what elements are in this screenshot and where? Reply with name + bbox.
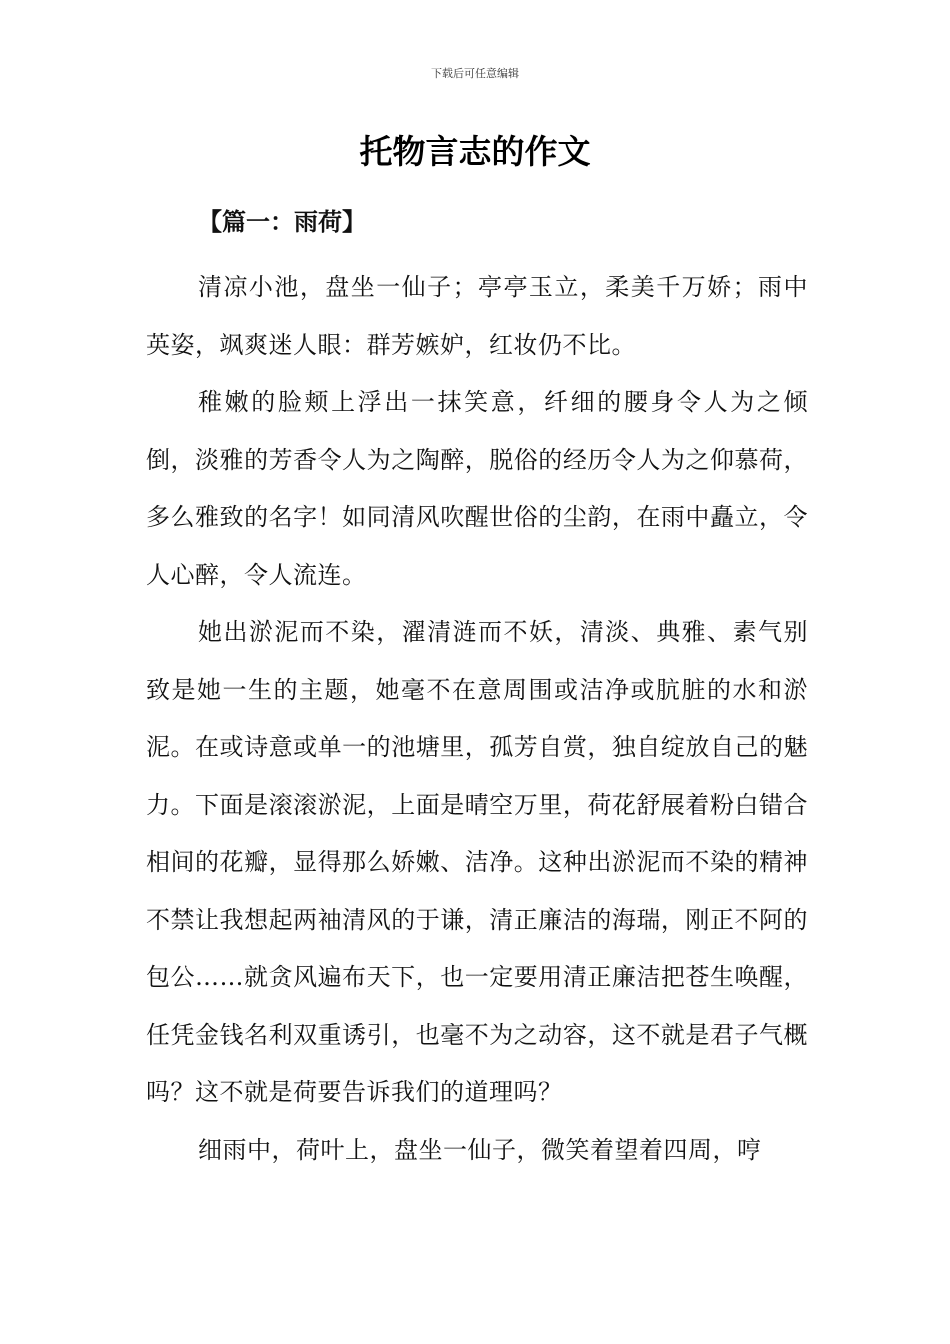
paragraph-2: 稚嫩的脸颊上浮出一抹笑意，纤细的腰身令人为之倾倒，淡雅的芳香令人为之陶醉，脱俗的经历令人为之仰慕荷，多么雅致的名字！如同清风吹醒世俗的尘韵，在雨中矗立，令人心醉，令人流连。: [146, 388, 808, 589]
section-heading: 【篇一：雨荷】: [198, 207, 366, 236]
paragraph-4: 细雨中，荷叶上，盘坐一仙子，微笑着望着四周，哼: [198, 1135, 762, 1164]
paragraph-3: 她出淤泥而不染，濯清涟而不妖，清淡、典雅、素气别致是她一生的主题，她毫不在意周围或洁净或肮脏的水和淤泥。在或诗意或单一的池塘里，孤芳自赏，独自绽放自己的魅力。下面是滚滚淤泥，上面是晴空万里，荷花舒展着粉白错合相间的花瓣，显得那么娇嫩、洁净。这种出淤泥而不染的精神不禁让我想起两袖清风的于谦，清正廉洁的海瑞，刚正不阿的包公……就贪风遍布天下，也一定要用清正廉洁把苍生唤醒，任凭金钱名利双重诱引，也毫不为之动容，这不就是君子气概吗？这不就是荷要告诉我们的道理吗？: [146, 618, 808, 1106]
document-title: 托物言志的作文: [359, 132, 591, 171]
paragraph-1: 清凉小池，盘坐一仙子；亭亭玉立，柔美千万娇；雨中英姿，飒爽迷人眼：群芳嫉妒，红妆仍不比。: [146, 273, 808, 359]
body-text: [146, 259, 808, 1179]
header-note: 下载后可任意编辑: [431, 67, 519, 80]
